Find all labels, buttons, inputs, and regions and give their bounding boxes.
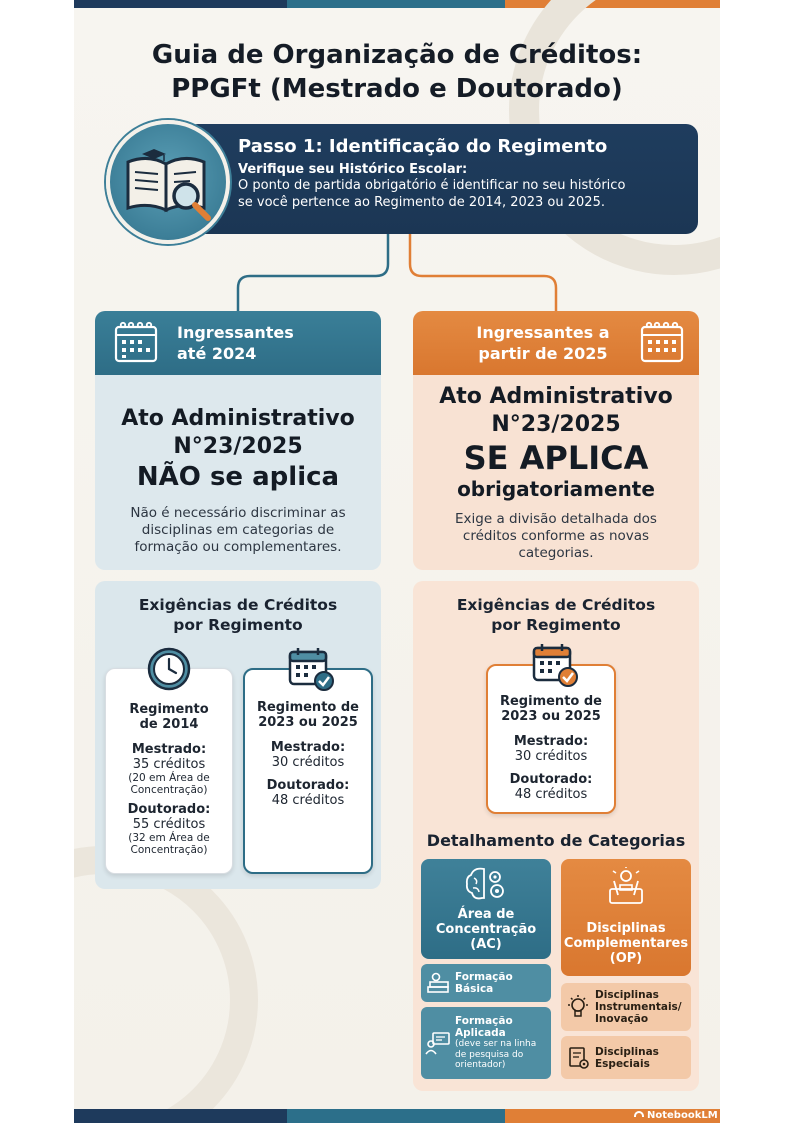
brand-label: NotebookLM: [634, 1109, 718, 1123]
page-title: Guia de Organização de Créditos: PPGFt (Mestrado e Doutorado): [151, 40, 643, 104]
subcategory-formacao-aplicada: Formação Aplicada (deve ser na linha de pesquisa do orientador): [421, 1007, 551, 1079]
left-header: [95, 311, 381, 375]
category-ac: [421, 859, 551, 959]
category-op: [561, 859, 691, 976]
left-panel-title: Exigências de Créditos por Regimento: [138, 596, 338, 634]
calendar-check-icon: [286, 646, 336, 692]
doutorado-label: Doutorado:: [509, 772, 593, 787]
book-magnifier-icon: [110, 124, 226, 240]
left-status: NÃO se aplica: [136, 462, 340, 492]
subcategory-formacao-basica: Formação Básica: [421, 964, 551, 1002]
category-op-label: Disciplinas Complementares (OP): [563, 921, 689, 966]
step1-subtitle: Verifique seu Histórico Escolar:: [238, 162, 468, 177]
branch-connector: [230, 232, 570, 314]
left-applicability-card: [95, 375, 381, 570]
left-description: Não é necessário discriminar as disciplinas em categorias de formação ou complementares.: [130, 505, 346, 555]
document-gear-icon: [565, 1045, 591, 1071]
calendar-icon: [113, 321, 161, 365]
presenter-icon: [425, 1030, 451, 1056]
mestrado-label: Mestrado:: [513, 734, 589, 749]
mestrado-value: 35 créditos: [132, 757, 206, 772]
doutorado-value: 55 créditos: [132, 817, 206, 832]
step1-banner: [186, 124, 698, 234]
right-status: SE APLICA: [463, 439, 649, 477]
right-ato-title: Ato Administrativo N°23/2025: [439, 384, 673, 437]
regimento-2014-title: Regimento de 2014: [129, 702, 209, 732]
books-apple-icon: [425, 971, 451, 995]
subcategory-especiais: Disciplinas Especiais: [561, 1036, 691, 1079]
mestrado-value: 30 créditos: [514, 749, 588, 764]
step1-title: Passo 1: Identificação do Regimento: [238, 136, 608, 157]
right-status-sub: obrigatoriamente: [457, 477, 655, 501]
clock-icon: [146, 646, 192, 692]
category-ac-label: Área de Concentração (AC): [435, 907, 537, 952]
mestrado-label: Mestrado:: [131, 742, 207, 757]
doutorado-note: (32 em Área de Concentração): [128, 832, 210, 856]
notebooklm-logo-icon: [634, 1111, 644, 1117]
left-ato-title: Ato Administrativo N°23/2025: [121, 406, 355, 459]
calendar-check-icon: [530, 642, 580, 688]
calendar-icon: [639, 321, 687, 365]
doutorado-label: Doutorado:: [266, 778, 350, 793]
regimento-2023-title: Regimento de 2023 ou 2025: [256, 700, 359, 730]
right-description: Exige a divisão detalhada dos créditos conforme as novas categorias.: [455, 511, 657, 561]
lightbulb-icon: [565, 994, 591, 1020]
mestrado-note: (20 em Área de Concentração): [128, 772, 210, 796]
categories-title: Detalhamento de Categorias: [426, 831, 686, 850]
mestrado-label: Mestrado:: [270, 740, 346, 755]
regimento-2023-card-left: [243, 668, 373, 874]
doutorado-value: 48 créditos: [271, 793, 345, 808]
right-header: [413, 311, 699, 375]
bottom-color-bar: [74, 1109, 720, 1123]
right-header-label: Ingressantes a partir de 2025: [476, 323, 610, 363]
step1-text: O ponto de partida obrigatório é identificar no seu histórico se você pertence ao Regimento de 2014, 2023 ou 2025.: [238, 178, 626, 210]
left-header-label: Ingressantes até 2024: [177, 323, 294, 363]
doutorado-label: Doutorado:: [127, 802, 211, 817]
brain-gear-icon: [464, 865, 508, 903]
regimento-2014-card: [105, 668, 233, 874]
right-panel-title: Exigências de Créditos por Regimento: [456, 596, 656, 634]
subcategory-instrumentais: Disciplinas Instrumentais/ Inovação: [561, 983, 691, 1031]
mestrado-value: 30 créditos: [271, 755, 345, 770]
regimento-2023-title: Regimento de 2023 ou 2025: [499, 694, 602, 724]
doutorado-value: 48 créditos: [514, 787, 588, 802]
right-applicability-card: [413, 375, 699, 570]
step1-icon-circle: [106, 120, 230, 244]
toolbox-bulb-icon: [604, 867, 648, 907]
formacao-aplicada-note: (deve ser na linha de pesquisa do orientador): [455, 1039, 537, 1071]
